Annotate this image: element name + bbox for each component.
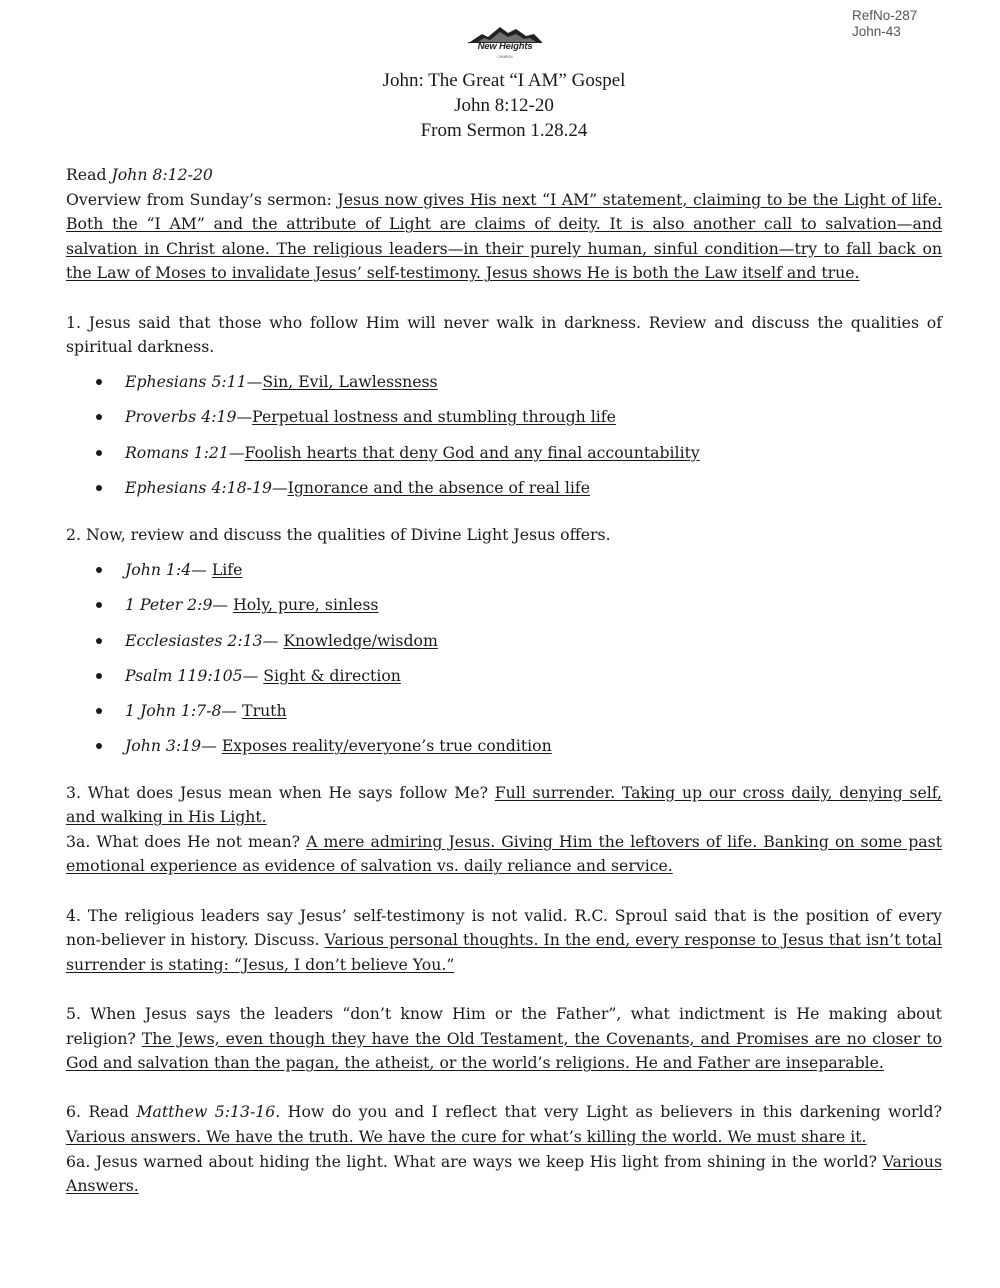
darkness-list: [66, 370, 942, 512]
answer: Various Answers.: [66, 1151, 942, 1196]
question-5: [66, 1002, 942, 1076]
answer: Exposes reality/everyone’s true condition: [221, 736, 552, 756]
scripture-ref: Matthew 5:13-16.: [136, 1102, 281, 1122]
light-list: [66, 558, 942, 770]
list-item: [66, 593, 942, 628]
scripture-ref: 1 Peter 2:9—: [125, 595, 234, 615]
answer: Various personal thoughts. In the end, every response to Jesus that isn’t total surrender is stating: “Jesus, I don’t believe You.”: [66, 930, 942, 974]
question-text: 6a. Jesus warned about hiding the light. What are ways we keep His light from shining in the world?: [66, 1151, 883, 1171]
overview-answer: Jesus now gives His next “I AM” statement, claiming to be the Light of life. Both the “I AM” and the attribute of Light are claims of deity. It is also another call to salvation—and salvation in Christ alone. The religious leaders—in their purely human, sinful condition—try to fall back on the Law of Moses to invalidate Jesus’ self-testimony. Jesus shows He is both the Law itself and true.: [66, 189, 942, 283]
study-content: [66, 163, 942, 1199]
list-item: [66, 699, 942, 734]
answer: Sight & direction: [263, 665, 401, 685]
answer: Holy, pure, sinless: [233, 595, 379, 615]
question-text: 4. The religious leaders say Jesus’ self-testimony is not valid. R.C. Sproul said that is the position of every non-believer in history. Discuss.: [66, 905, 942, 950]
reference-number: [852, 8, 917, 40]
scripture-ref: Psalm 119:105—: [125, 665, 264, 685]
question-4: [66, 904, 942, 978]
read-reference: John 8:12-20: [111, 165, 213, 184]
question-text: 5. When Jesus says the leaders “don’t know Him or the Father”, what indictment is He making about religion?: [66, 1004, 942, 1048]
scripture-ref: 1 John 1:7-8—: [125, 701, 243, 721]
passage-reference: John 8:12-20: [454, 95, 554, 116]
list-item: [66, 664, 942, 699]
question-2: 2. Now, review and discuss the qualities of Divine Light Jesus offers.: [66, 525, 611, 545]
list-item: [66, 629, 942, 664]
question-1: 1. Jesus said that those who follow Him will never walk in darkness. Review and discuss the qualities of spiritual darkness.: [66, 312, 942, 357]
answer: Truth: [242, 701, 287, 721]
ref-code: John-43: [852, 24, 901, 39]
overview-paragraph: [66, 188, 942, 286]
sermon-date: From Sermon 1.28.24: [420, 120, 588, 141]
document-header: [0, 68, 1000, 143]
list-item: [66, 405, 942, 440]
answer: Perpetual lostness and stumbling through life: [252, 407, 616, 427]
answer: Sin, Evil, Lawlessness: [262, 371, 438, 391]
read-instruction: [66, 163, 942, 188]
answer: Full surrender. Taking up our cross daily, denying self, and walking in His Light.: [66, 782, 942, 827]
scripture-ref: Ecclesiastes 2:13—: [125, 630, 284, 650]
question-text: 6. Read: [66, 1102, 137, 1122]
answer: The Jews, even though they have the Old Testament, the Covenants, and Promises are no closer to God and salvation than the pagan, the atheist, or the world’s religions. He and Father are inseparable.: [66, 1028, 943, 1073]
scripture-ref: Ephesians 4:18-19—: [125, 477, 288, 497]
question-6a: [66, 1150, 942, 1199]
answer: Knowledge/wisdom: [283, 630, 438, 650]
scripture-ref: Ephesians 5:11—: [125, 371, 263, 391]
list-item: [66, 734, 942, 769]
logo-wordmark: New Heights: [477, 41, 533, 52]
scripture-ref: John 1:4—: [125, 559, 212, 579]
list-item: [66, 370, 942, 405]
logo-subtext: CHURCH: [497, 55, 513, 59]
answer: Foolish hearts that deny God and any final accountability: [244, 442, 700, 462]
question-text: 3a. What does He not mean?: [66, 831, 307, 851]
document-title: John: The Great “I AM” Gospel: [382, 70, 626, 91]
list-item: [66, 558, 942, 593]
overview-label: Overview from Sunday’s sermon:: [66, 189, 338, 209]
answer: Life: [211, 559, 243, 579]
read-label: Read: [66, 165, 112, 184]
scripture-ref: John 3:19—: [125, 736, 222, 756]
church-logo: [464, 24, 544, 64]
question-text: How do you and I reflect that very Light as believers in this darkening world?: [280, 1102, 942, 1122]
question-text: 3. What does Jesus mean when He says follow Me?: [66, 782, 495, 802]
answer: Ignorance and the absence of real life: [287, 477, 590, 497]
scripture-ref: Proverbs 4:19—: [125, 407, 253, 427]
question-3: [66, 781, 942, 830]
list-item: [66, 441, 942, 476]
question-3a: [66, 830, 942, 879]
ref-number: RefNo-287: [852, 8, 918, 23]
answer: Various answers. We have the truth. We have the cure for what’s killing the world. We must share it.: [66, 1127, 867, 1146]
answer: A mere admiring Jesus. Giving Him the leftovers of life. Banking on some past emotional experience as evidence of salvation vs. daily reliance and service.: [66, 831, 942, 876]
scripture-ref: Romans 1:21—: [125, 442, 245, 462]
list-item: [66, 476, 942, 511]
question-6: [66, 1100, 942, 1149]
